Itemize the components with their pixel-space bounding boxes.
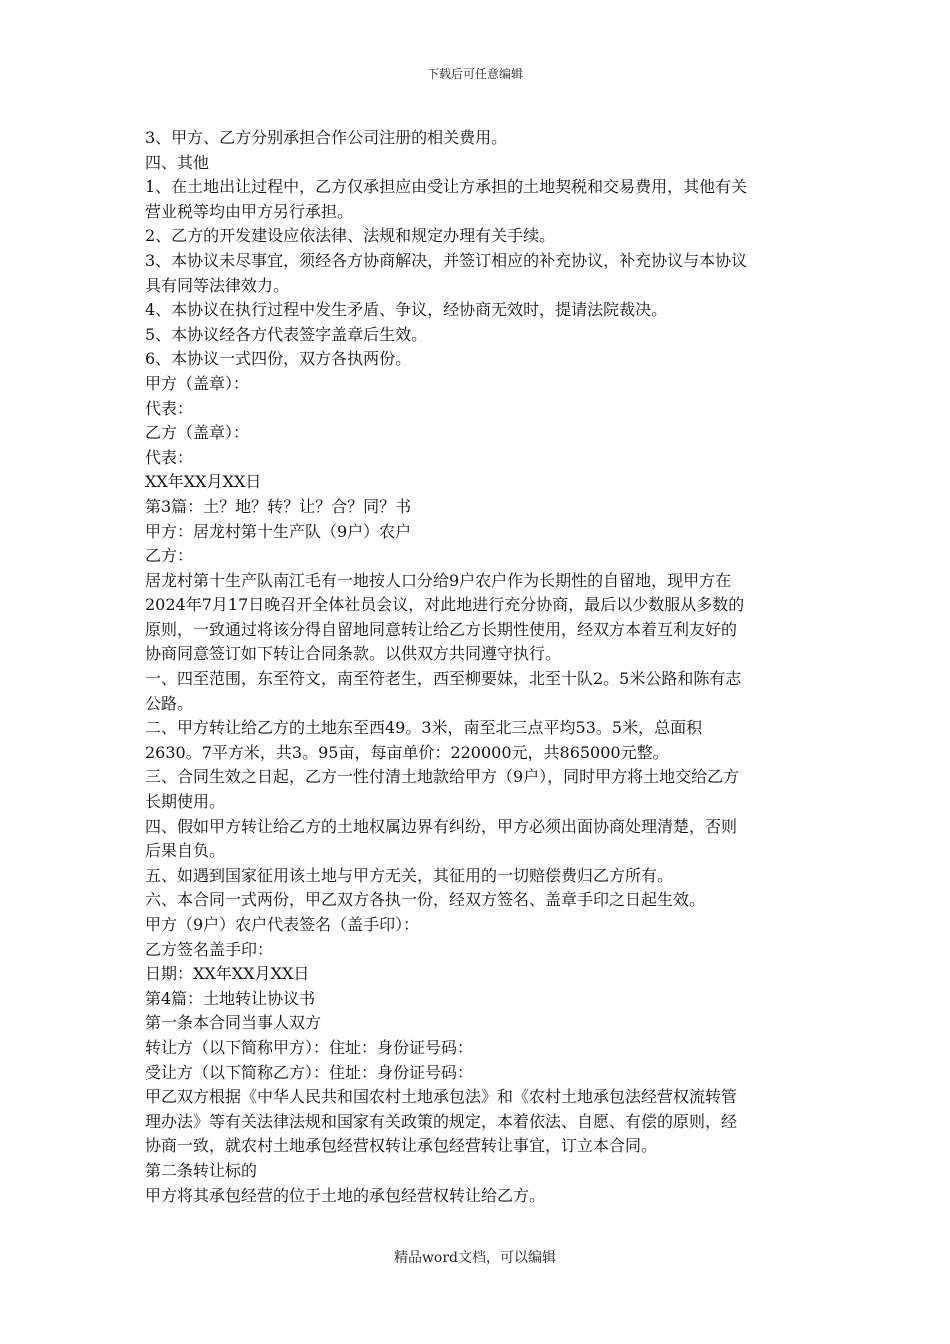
text-line: 一、四至范围，东至符文，南至符老生，西至柳要妹，北至十队2。5米公路和陈有志 [145,669,742,689]
text-line: 3、本协议未尽事宜，须经各方协商解决，并签订相应的补充协议，补充协议与本协议 [145,250,748,270]
text-line: 协商一致，就农村土地承包经营权转让承包经营转让事宜，订立本合同。 [145,1136,658,1156]
text-line: 2630。7平方米，共3。95亩，每亩单价：220000元，共865000元整。 [145,742,669,762]
text-line: 居龙村第十生产队南江毛有一地按人口分给9户农户作为长期性的自留地，现甲方在 [145,570,732,590]
text-line: 第一条本合同当事人双方 [145,1013,322,1033]
text-line: 公路。 [145,693,194,713]
text-line: 甲方将其承包经营的位于土地的承包经营权转让给乙方。 [145,1185,546,1205]
text-line: 1、在土地出让过程中，乙方仅承担应由受让方承担的土地契税和交易费用，其他有关 [145,177,748,197]
text-line: 三、合同生效之日起，乙方一性付清土地款给甲方（9户），同时甲方将土地交给乙方 [145,767,740,787]
text-line: 营业税等均由甲方另行承担。 [145,201,354,221]
text-line: 3、甲方、乙方分别承担合作公司注册的相关费用。 [145,128,508,147]
text-line: 5、本协议经各方代表签字盖章后生效。 [145,324,428,344]
text-line: 具有同等法律效力。 [145,275,290,295]
text-line: 日期：XX年XX月XX日 [145,964,310,984]
text-line: 受让方（以下简称乙方）：住址：身份证号码： [145,1062,474,1082]
text-line: 第4篇：土地转让协议书 [145,988,316,1008]
text-line: 乙方签名盖手印： [145,939,274,959]
text-line: XX年XX月XX日 [145,472,262,492]
text-line: 五、如遇到国家征用该土地与甲方无关，其征用的一切赔偿费归乙方所有。 [145,865,674,885]
text-line: 甲方：居龙村第十生产队（9户）农户 [145,521,412,541]
text-line: 第二条转让标的 [145,1160,258,1180]
text-line: 6、本协议一式四份，双方各执两份。 [145,349,412,369]
text-line: 第3篇：土？地？转？让？合？同？书 [145,496,412,516]
text-line: 转让方（以下简称甲方）：住址：身份证号码： [145,1037,474,1057]
text-line: 二、甲方转让给乙方的土地东至西49。3米，南至北三点平均53。5米，总面积 [145,718,703,738]
text-line: 甲乙双方根据《中华人民共和国农村土地承包法》和《农村土地承包法经营权流转管 [145,1087,738,1107]
text-line: 长期使用。 [145,792,226,812]
text-line: 后果自负。 [145,841,226,861]
text-line: 四、其他 [145,152,210,172]
text-line: 4、本协议在执行过程中发生矛盾、争议，经协商无效时，提请法院裁决。 [145,300,668,320]
text-line: 六、本合同一式两份，甲乙双方各执一份，经双方签名、盖章手印之日起生效。 [145,890,706,910]
text-line: 代表： [145,398,194,418]
page-footer: 精品word文档，可以编辑 [393,1250,557,1266]
page-header: 下载后可任意编辑 [426,67,523,81]
text-line: 理办法》等有关法律法规和国家有关政策的规定，本着依法、自愿、有偿的原则，经 [145,1111,738,1131]
text-line: 2、乙方的开发建设应依法律、法规和规定办理有关手续。 [145,226,556,246]
text-line: 乙方： [145,546,194,566]
text-line: 原则，一致通过将该分得自留地同意转让给乙方长期性使用，经双方本着互利友好的 [145,619,738,639]
text-line: 代表： [145,447,194,467]
text-line: 四、假如甲方转让给乙方的土地权属边界有纠纷，甲方必须出面协商处理清楚，否则 [145,816,738,836]
document-body [145,126,810,1208]
text-line: 协商同意签订如下转让合同条款。以供双方共同遵守执行。 [145,644,562,664]
text-line: 甲方（9户）农户代表签名（盖手印）： [145,915,420,934]
text-line: 乙方（盖章）： [145,423,250,443]
text-line: 2024年7月17日晚召开全体社员会议，对此地进行充分协商，最后以少数服从多数的 [145,595,745,615]
text-line: 甲方（盖章）： [145,373,250,393]
